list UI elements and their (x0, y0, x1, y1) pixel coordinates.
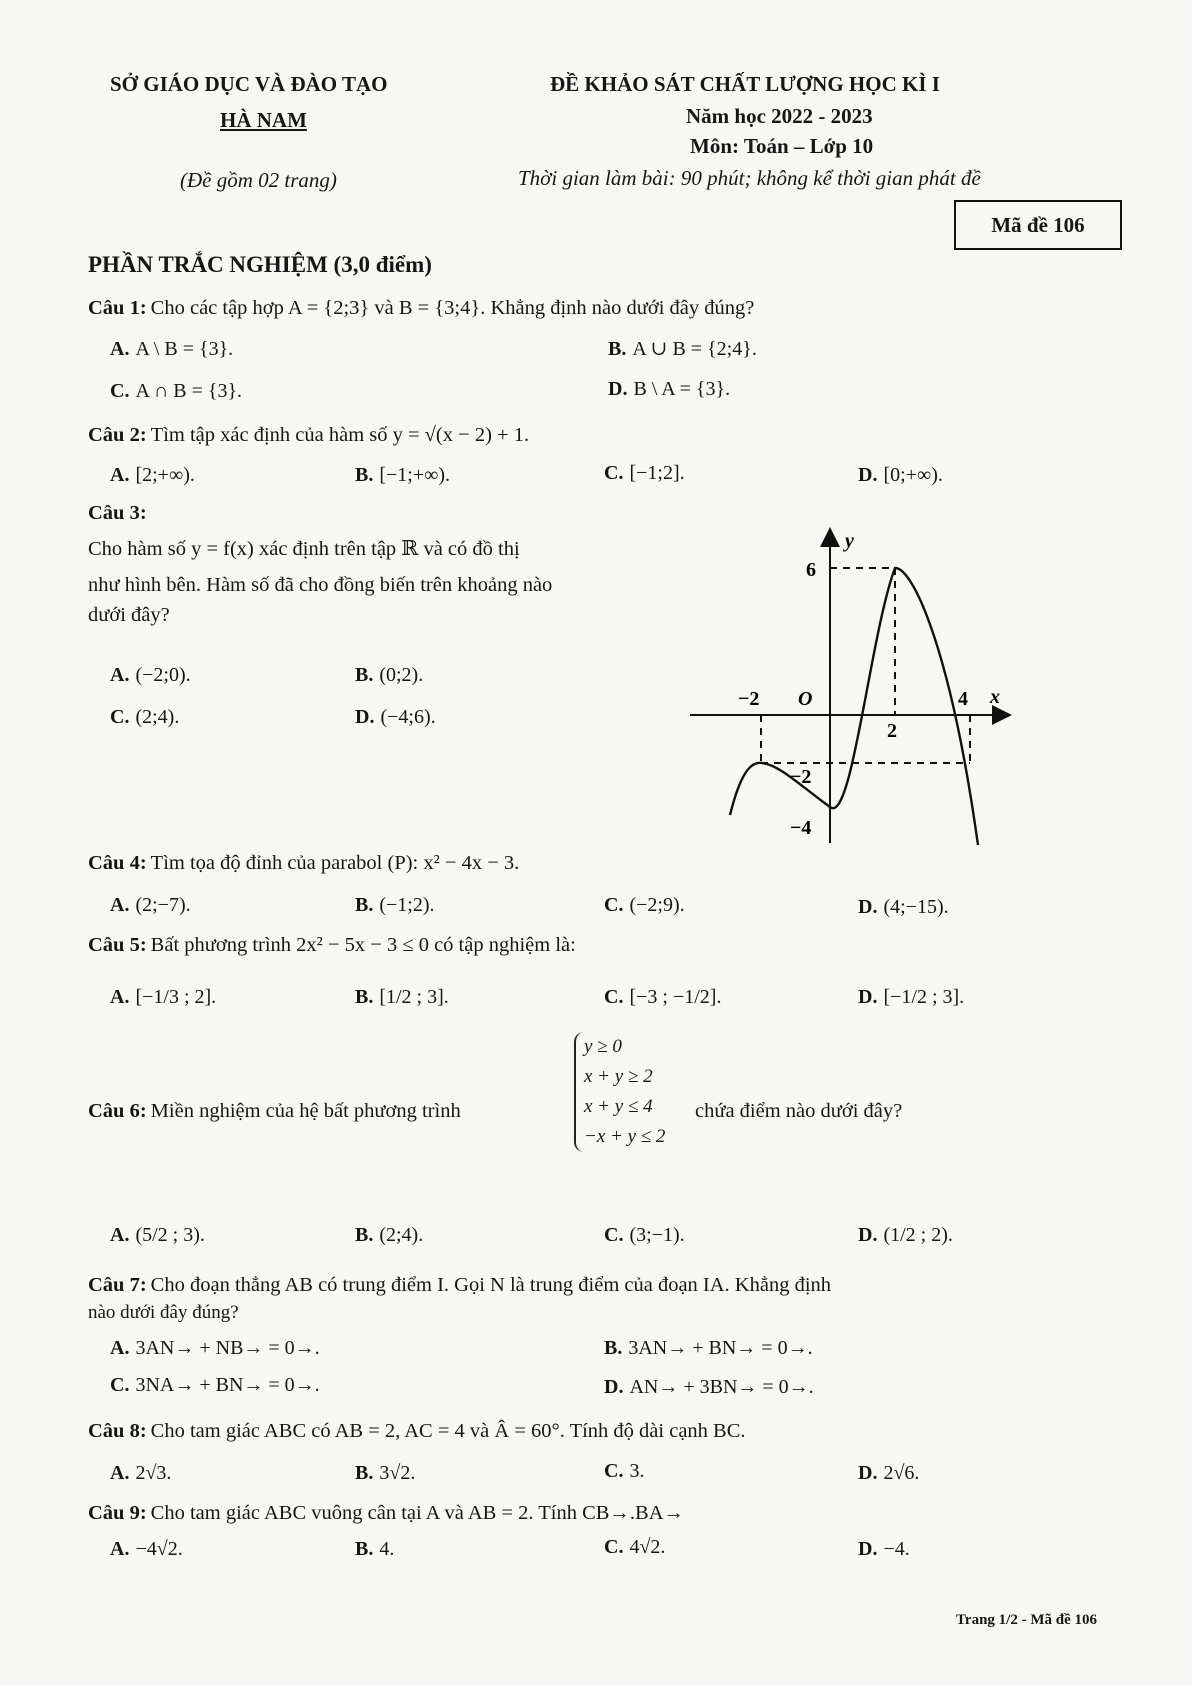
option-key: B. (355, 894, 374, 916)
q7-option-c (110, 1374, 320, 1397)
q1-option-a (110, 338, 233, 361)
q2-option-d (858, 464, 943, 487)
q8-option-a (110, 1462, 171, 1485)
subject-line: Môn: Toán – Lớp 10 (690, 134, 874, 158)
question-3-line2: như hình bên. Hàm số đã cho đồng biến trên khoảng nào (88, 574, 553, 596)
q1-option-c (110, 380, 242, 403)
option-key: D. (858, 1224, 878, 1246)
option-key: A. (110, 1462, 130, 1484)
option-key: A. (110, 464, 130, 486)
option-text: 3AN→ + BN→ = 0→. (628, 1337, 813, 1359)
question-text: Tìm tập xác định của hàm số y = √(x − 2) + 1. (150, 424, 530, 446)
option-key: C. (604, 894, 624, 916)
option-key: B. (355, 986, 374, 1008)
option-text: 4. (379, 1538, 395, 1560)
option-text: [2;+∞). (135, 464, 195, 486)
question-text: Cho tam giác ABC vuông cân tại A và AB = 2. Tính CB→.BA→ (150, 1502, 685, 1524)
q1-option-b (608, 336, 757, 361)
time-line: Thời gian làm bài: 90 phút; không kể thời gian phát đề (518, 166, 981, 190)
question-text: Cho các tập hợp A = {2;3} và B = {3;4}. Khẳng định nào dưới đây đúng? (150, 297, 755, 319)
option-key: B. (355, 464, 374, 486)
tick-minus-2-y: −2 (790, 766, 812, 788)
q2-option-c (604, 462, 685, 485)
option-text: (2;−7). (135, 894, 191, 916)
question-label: Câu 5: (88, 934, 147, 956)
option-text: [1/2 ; 3]. (379, 986, 449, 1008)
q9-option-b (355, 1538, 394, 1561)
question-text: Cho đoạn thẳng AB có trung điểm I. Gọi N là trung điểm của đoạn IA. Khẳng định (150, 1274, 832, 1296)
q3-option-c (110, 706, 179, 729)
q8-option-d (858, 1462, 919, 1485)
q8-option-b (355, 1462, 415, 1485)
question-1 (88, 297, 754, 320)
page-footer: Trang 1/2 - Mã đề 106 (956, 1612, 1097, 1628)
origin-label: O (798, 688, 813, 710)
option-text: [−1/3 ; 2]. (135, 986, 217, 1008)
option-key: D. (858, 1538, 878, 1560)
q7-option-d (604, 1376, 814, 1399)
option-key: C. (604, 986, 624, 1008)
question-4 (88, 852, 519, 875)
option-key: D. (355, 706, 375, 728)
option-text: −4√2. (135, 1538, 183, 1560)
option-text: AN→ + 3BN→ = 0→. (629, 1376, 814, 1398)
tick-6: 6 (806, 559, 816, 581)
option-key: D. (608, 378, 628, 400)
option-key: B. (355, 1224, 374, 1246)
option-key: C. (110, 1374, 130, 1396)
option-text: 2√6. (883, 1462, 920, 1484)
option-text: 3. (629, 1460, 645, 1482)
q3-option-d (355, 706, 436, 729)
q2-option-b (355, 464, 450, 487)
question-7-line2: nào dưới đây đúng? (88, 1302, 239, 1323)
question-6 (88, 1100, 461, 1123)
question-6-suffix: chứa điểm nào dưới đây? (695, 1100, 903, 1122)
option-key: A. (110, 986, 130, 1008)
pages-note: (Đề gồm 02 trang) (180, 168, 337, 192)
option-key: C. (604, 1460, 624, 1482)
option-key: D. (858, 1462, 878, 1484)
option-key: B. (604, 1337, 623, 1359)
option-key: B. (355, 1538, 374, 1560)
option-text: (−2;9). (629, 894, 685, 916)
option-key: A. (110, 664, 130, 686)
option-text: −4. (883, 1538, 910, 1560)
section-title: PHẦN TRẮC NGHIỆM (3,0 điểm) (88, 252, 432, 277)
tick-2: 2 (887, 720, 897, 742)
q8-option-c (604, 1460, 644, 1483)
question-5 (88, 934, 576, 957)
dashed-guides (761, 568, 970, 763)
exam-title: ĐỀ KHẢO SÁT CHẤT LƯỢNG HỌC KÌ I (550, 72, 940, 96)
option-text: (2;4). (135, 706, 180, 728)
function-graph (690, 525, 1020, 850)
inequality-system (574, 1032, 665, 1152)
option-text: B \ A = {3}. (633, 378, 731, 400)
tick-minus-4: −4 (790, 817, 812, 839)
option-text: (5/2 ; 3). (135, 1224, 205, 1246)
question-7 (88, 1274, 831, 1297)
q4-option-d (858, 896, 949, 919)
option-key: A. (110, 338, 130, 360)
tick-4: 4 (958, 688, 968, 710)
option-key: A. (110, 1337, 130, 1359)
option-text: [−1/2 ; 3]. (883, 986, 965, 1008)
q9-option-a (110, 1538, 183, 1561)
option-key: C. (604, 1536, 624, 1558)
q5-option-a (110, 986, 216, 1009)
exam-code-box: Mã đề 106 (954, 200, 1122, 250)
y-axis-label: y (845, 530, 854, 552)
question-8 (88, 1420, 746, 1443)
question-label: Câu 8: (88, 1420, 147, 1442)
option-text: 3√2. (379, 1462, 416, 1484)
option-text: (2;4). (379, 1224, 424, 1246)
question-label: Câu 9: (88, 1502, 147, 1524)
option-text: 3AN→ + NB→ = 0→. (135, 1337, 320, 1359)
option-text: A ∩ B = {3}. (135, 380, 243, 402)
option-key: C. (110, 380, 130, 402)
q2-option-a (110, 464, 195, 487)
question-3-label: Câu 3: (88, 502, 147, 524)
q7-option-b (604, 1337, 813, 1360)
q6-option-b (355, 1224, 423, 1247)
option-key: C. (604, 462, 624, 484)
q4-option-c (604, 894, 685, 917)
question-label: Câu 1: (88, 297, 147, 319)
option-key: D. (858, 464, 878, 486)
inequality-1: y ≥ 0 (584, 1036, 622, 1057)
question-text: Bất phương trình 2x² − 5x − 3 ≤ 0 có tập nghiệm là: (150, 934, 576, 956)
option-text: (−1;2). (379, 894, 435, 916)
option-text: (−4;6). (380, 706, 436, 728)
department-name: SỞ GIÁO DỤC VÀ ĐÀO TẠO (110, 72, 388, 96)
question-label: Câu 7: (88, 1274, 147, 1296)
option-key: D. (858, 896, 878, 918)
option-text: A ∪ B = {2;4}. (632, 338, 757, 360)
question-label: Câu 6: (88, 1100, 147, 1122)
q6-option-a (110, 1224, 205, 1247)
option-text: [−3 ; −1/2]. (629, 986, 722, 1008)
option-text: A \ B = {3}. (135, 338, 234, 360)
q5-option-c (604, 986, 721, 1009)
q7-option-a (110, 1337, 320, 1360)
question-label: Câu 4: (88, 852, 147, 874)
inequality-3: x + y ≤ 4 (584, 1096, 653, 1117)
option-key: D. (858, 986, 878, 1008)
q6-option-d (858, 1224, 953, 1247)
option-key: A. (110, 1538, 130, 1560)
option-text: (0;2). (379, 664, 424, 686)
question-text: Tìm tọa độ đỉnh của parabol (P): x² − 4x − 3. (150, 852, 520, 874)
question-text: Cho tam giác ABC có AB = 2, AC = 4 và Â = 60°. Tính độ dài cạnh BC. (150, 1420, 746, 1442)
option-text: (−2;0). (135, 664, 191, 686)
option-text: (4;−15). (883, 896, 949, 918)
option-key: A. (110, 1224, 130, 1246)
q1-option-d (608, 378, 730, 401)
q5-option-d (858, 986, 964, 1009)
option-text: [−1;2]. (629, 462, 685, 484)
q9-option-d (858, 1538, 910, 1561)
q5-option-b (355, 986, 449, 1009)
option-key: C. (110, 706, 130, 728)
question-3-line3: dưới đây? (88, 604, 170, 626)
q4-option-b (355, 894, 435, 917)
option-text: (1/2 ; 2). (883, 1224, 953, 1246)
q3-option-b (355, 664, 423, 687)
option-text: 2√3. (135, 1462, 172, 1484)
option-text: [0;+∞). (883, 464, 943, 486)
option-text: 4√2. (629, 1536, 666, 1558)
option-key: C. (604, 1224, 624, 1246)
school-year: Năm học 2022 - 2023 (686, 104, 873, 128)
option-key: D. (604, 1376, 624, 1398)
q4-option-a (110, 894, 191, 917)
option-text: 3NA→ + BN→ = 0→. (135, 1374, 320, 1396)
question-label: Câu 2: (88, 424, 147, 446)
question-2 (88, 424, 529, 447)
option-text: [−1;+∞). (379, 464, 451, 486)
option-key: B. (355, 664, 374, 686)
function-curve (730, 568, 978, 845)
inequality-2: x + y ≥ 2 (584, 1066, 653, 1087)
x-axis-label: x (990, 686, 1000, 708)
q6-option-c (604, 1224, 685, 1247)
question-text: Miền nghiệm của hệ bất phương trình (150, 1100, 461, 1122)
question-9 (88, 1502, 684, 1525)
option-key: B. (355, 1462, 374, 1484)
inequality-4: −x + y ≤ 2 (584, 1126, 666, 1147)
option-key: A. (110, 894, 130, 916)
tick-minus-2-x: −2 (738, 688, 760, 710)
option-key: B. (608, 338, 627, 360)
q9-option-c (604, 1536, 665, 1559)
question-3-line1: Cho hàm số y = f(x) xác định trên tập ℝ và có đồ thị (88, 538, 520, 560)
option-text: (3;−1). (629, 1224, 685, 1246)
q3-option-a (110, 664, 191, 687)
province-name: HÀ NAM (220, 108, 307, 132)
